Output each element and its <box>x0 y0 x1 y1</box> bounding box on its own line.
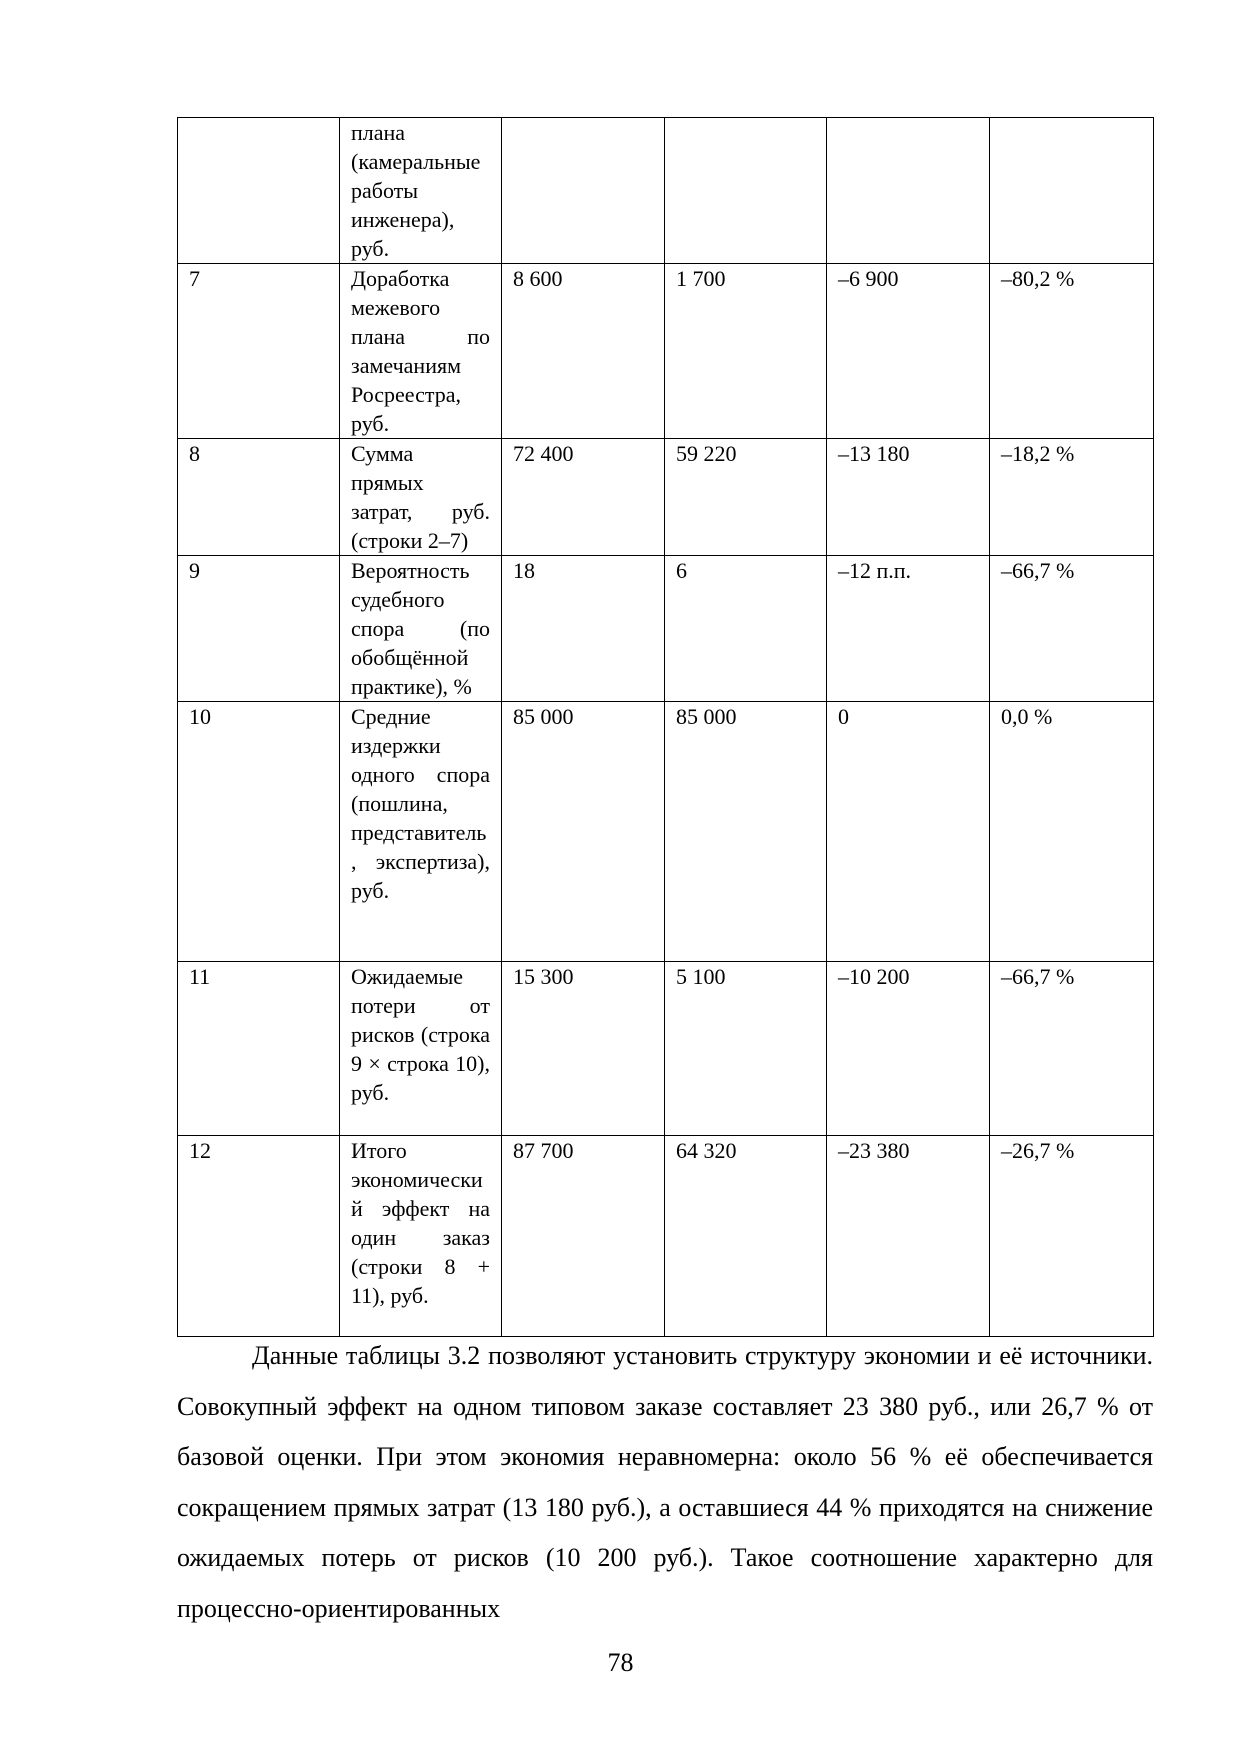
relative-change-cell: –80,2 % <box>990 264 1154 439</box>
base-value-cell: 8 600 <box>502 264 665 439</box>
absolute-change-cell: 0 <box>827 702 990 962</box>
relative-change-cell: 0,0 % <box>990 702 1154 962</box>
absolute-change-cell: –23 380 <box>827 1136 990 1337</box>
base-value-cell: 72 400 <box>502 439 665 556</box>
row-description-cell: плана (камеральные работы инженера), руб. <box>340 118 502 264</box>
table-row <box>178 556 1154 702</box>
proposed-value-cell <box>665 118 827 264</box>
row-number-cell: 7 <box>178 264 340 439</box>
table-row <box>178 118 1154 264</box>
relative-change-cell: –66,7 % <box>990 556 1154 702</box>
proposed-value-cell: 64 320 <box>665 1136 827 1337</box>
base-value-cell <box>502 118 665 264</box>
absolute-change-cell: –10 200 <box>827 962 990 1136</box>
proposed-value-cell: 5 100 <box>665 962 827 1136</box>
row-number-cell: 11 <box>178 962 340 1136</box>
row-description-cell: Доработка межевого плана по замечаниям Росреестра, руб. <box>340 264 502 439</box>
base-value-cell: 18 <box>502 556 665 702</box>
row-number-cell: 12 <box>178 1136 340 1337</box>
table-row <box>178 702 1154 962</box>
page-number: 78 <box>607 1648 634 1677</box>
row-description-cell: Ожидаемые потери от рисков (строка 9 × строка 10), руб. <box>340 962 502 1136</box>
relative-change-cell <box>990 118 1154 264</box>
row-number-cell: 10 <box>178 702 340 962</box>
table-row <box>178 962 1154 1136</box>
row-description-cell: Вероятность судебного спора (по обобщённой практике), % <box>340 556 502 702</box>
relative-change-cell: –18,2 % <box>990 439 1154 556</box>
base-value-cell: 85 000 <box>502 702 665 962</box>
paragraph: Данные таблицы 3.2 позволяют установить структуру экономии и её источники. Совокупный эффект на одном типовом заказе составляет 23 380 руб., или 26,7 % от базовой оценки. При этом экономия неравномерна: около 56 % её обеспечивается сокращением прямых затрат (13 180 руб.), а оставшиеся 44 % приходятся на снижение ожидаемых потерь от рисков (10 200 руб.). Такое соотношение характерно для процессно-ориентированных <box>177 1341 1153 1623</box>
table-row <box>178 439 1154 556</box>
row-number-cell <box>178 118 340 264</box>
row-description-cell: Средние издержки одного спора (пошлина, представитель, экспертиза), руб. <box>340 702 502 962</box>
absolute-change-cell: –13 180 <box>827 439 990 556</box>
proposed-value-cell: 59 220 <box>665 439 827 556</box>
proposed-value-cell: 6 <box>665 556 827 702</box>
relative-change-cell: –66,7 % <box>990 962 1154 1136</box>
row-number-cell: 9 <box>178 556 340 702</box>
relative-change-cell: –26,7 % <box>990 1136 1154 1337</box>
absolute-change-cell <box>827 118 990 264</box>
row-number-cell: 8 <box>178 439 340 556</box>
table-row <box>178 1136 1154 1337</box>
base-value-cell: 87 700 <box>502 1136 665 1337</box>
absolute-change-cell: –6 900 <box>827 264 990 439</box>
proposed-value-cell: 1 700 <box>665 264 827 439</box>
table-row <box>178 264 1154 439</box>
row-description-cell: Итого экономический эффект на один заказ (строки 8 + 11), руб. <box>340 1136 502 1337</box>
body-text <box>177 1331 1153 1634</box>
row-description-cell: Сумма прямых затрат, руб. (строки 2–7) <box>340 439 502 556</box>
proposed-value-cell: 85 000 <box>665 702 827 962</box>
economic-effect-table <box>177 117 1154 1337</box>
absolute-change-cell: –12 п.п. <box>827 556 990 702</box>
base-value-cell: 15 300 <box>502 962 665 1136</box>
